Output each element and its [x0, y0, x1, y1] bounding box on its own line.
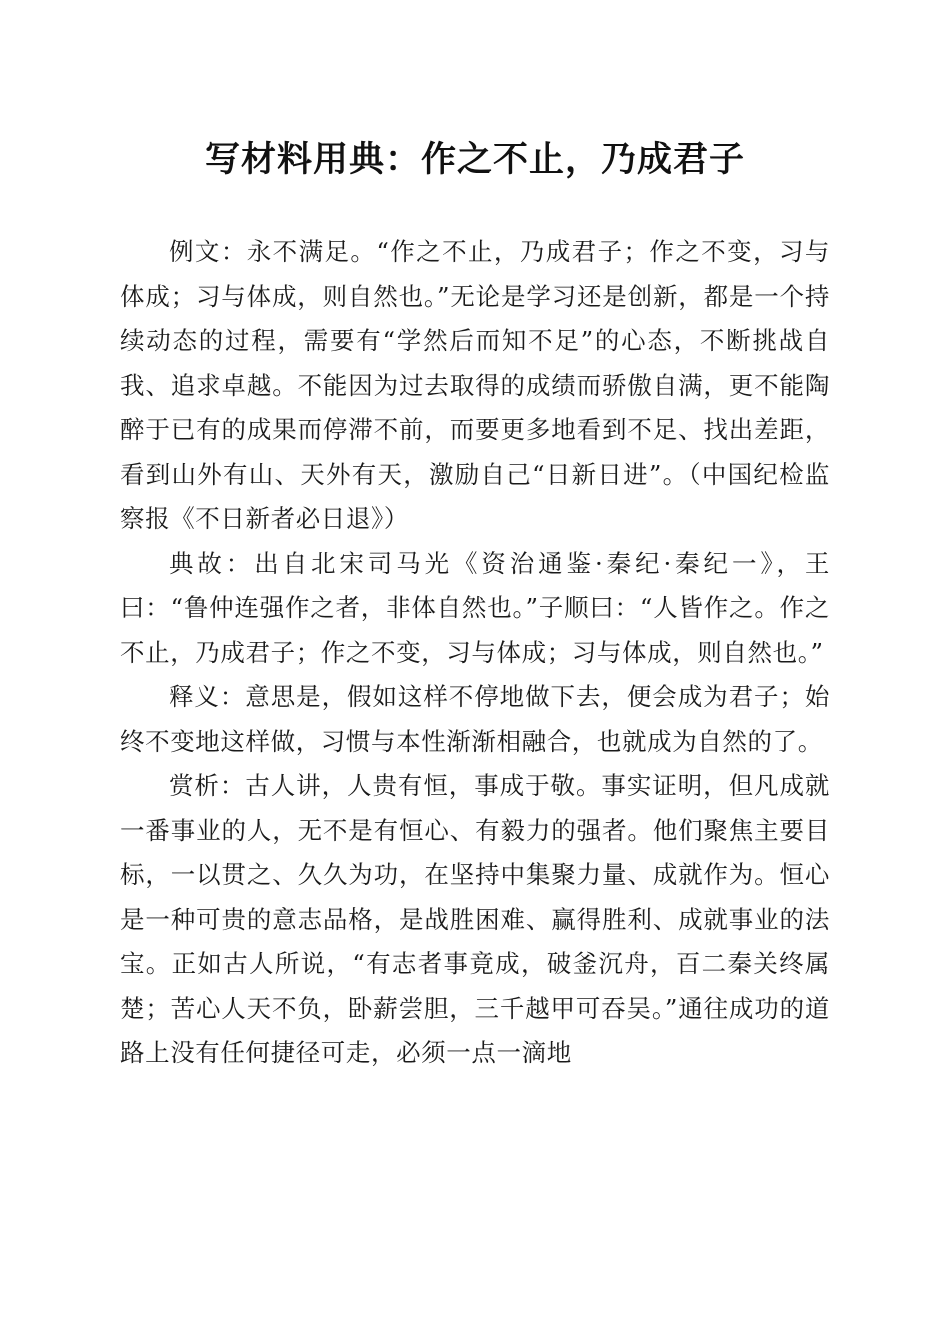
paragraph-appreciation: 赏析：古人讲，人贵有恒，事成于敬。事实证明，但凡成就一番事业的人，无不是有恒心、有毅力的强者。他们聚焦主要目标，一以贯之、久久为功，在坚持中集聚力量、成就作为。恒心是一种可贵的意志品格，是战胜困难、赢得胜利、成就事业的法宝。正如古人所说，“有志者事竟成，破釜沉舟，百二秦关终属楚；苦心人天不负，卧薪尝胆，三千越甲可吞吴。”通往成功的道路上没有任何捷径可走，必须一点一滴地 — [120, 771, 830, 1067]
document-title: 写材料用典：作之不止，乃成君子 — [204, 139, 745, 180]
paragraph-example: 例文：永不满足。“作之不止，乃成君子；作之不变，习与体成；习与体成，则自然也。”无论是学习还是创新，都是一个持续动态的过程，需要有“学然后而知不足”的心态，不断挑战自我、追求卓越。不能因为过去取得的成绩而骄傲自满，更不能陶醉于已有的成果而停滞不前，而要更多地看到不足、找出差距，看到山外有山、天外有天，激励自己“日新日进”。（中国纪检监察报《不日新者必日退》） — [120, 237, 830, 533]
document-body — [120, 230, 830, 1076]
paragraph-interpretation: 释义：意思是，假如这样不停地做下去，便会成为君子；始终不变地这样做，习惯与本性渐渐相融合，也就成为自然的了。 — [120, 682, 830, 756]
paragraph-allusion: 典故：出自北宋司马光《资治通鉴·秦纪·秦纪一》，王曰：“鲁仲连强作之者，非体自然也。”子顺曰：“人皆作之。作之不止，乃成君子；作之不变，习与体成；习与体成，则自然也。” — [120, 548, 830, 667]
